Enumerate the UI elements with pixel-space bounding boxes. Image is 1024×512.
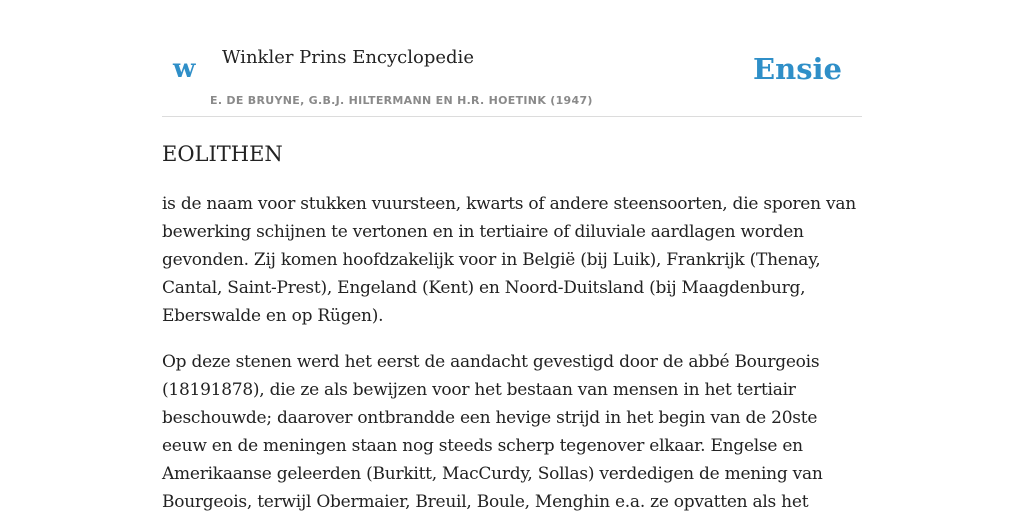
- article: [162, 138, 862, 512]
- header: [162, 0, 862, 117]
- site-title[interactable]: Winkler Prins Encyclopedie: [222, 47, 474, 68]
- article-paragraph-2: Op deze stenen werd het eerst de aandacht gevestigd door de abbé Bourgeois (18191878), die ze als bewijzen voor het bestaan van mensen in het tertiair beschouwde; daarover ontbrandde een hevige strijd in het begin van de 20ste eeuw en de meningen staan nog steeds scherp tegenover elkaar. Engelse en Amerikaanse geleerden (Burkitt, MacCurdy, Sollas) verdedigen de mening van Bourgeois, terwijl Obermaier, Breuil, Boule, Menghin e.a. ze opvatten als het: [162, 352, 823, 512]
- winkler-prins-logo[interactable]: w: [173, 54, 196, 84]
- ensie-logo[interactable]: Ensie: [753, 52, 842, 86]
- article-paragraph-1: is de naam voor stukken vuursteen, kwarts of andere steensoorten, die sporen van bewerking schijnen te vertonen en in tertiaire of diluviale aardlagen worden gevonden. Zij komen hoofdzakelijk voor in België (bij Luik), Frankrijk (Thenay, Cantal, Saint-Prest), Engeland (Kent) en Noord-Duitsland (bij Maagdenburg, Eberswalde en op Rügen).: [162, 194, 856, 326]
- entry-title: EOLITHEN: [162, 142, 283, 166]
- authors-line: E. DE BRUYNE, G.B.J. HILTERMANN EN H.R. HOETINK (1947): [210, 94, 593, 107]
